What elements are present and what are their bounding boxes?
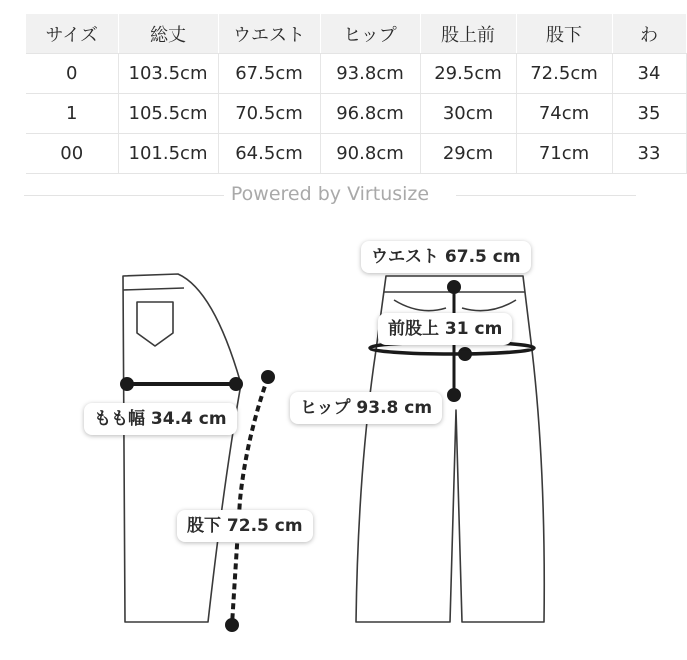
table-cell: 105.5cm [118, 94, 218, 134]
header-inseam: 股下 [516, 14, 612, 54]
table-cell: 29.5cm [420, 54, 516, 94]
header-hip: ヒップ [320, 14, 420, 54]
hip-measurement-label: ヒップ 93.8 cm [290, 392, 442, 424]
inseam-measure-dot [227, 620, 237, 630]
table-cell: 00 [26, 134, 118, 174]
table-cell: 35 [612, 94, 686, 134]
thigh-measurement-label: もも幅 34.4 cm [84, 403, 237, 435]
back-pocket-icon [137, 302, 173, 346]
header-front-rise: 股上前 [420, 14, 516, 54]
thigh-measure-dot [122, 379, 132, 389]
front-rise-measure-dot [449, 282, 459, 292]
header-waist: ウエスト [218, 14, 320, 54]
table-cell: 0 [26, 54, 118, 94]
table-cell: 67.5cm [218, 54, 320, 94]
table-cell: 103.5cm [118, 54, 218, 94]
table-cell: 71cm [516, 134, 612, 174]
table-cell: 70.5cm [218, 94, 320, 134]
front-rise-measure-dot [449, 390, 459, 400]
header-size: サイズ [26, 14, 118, 54]
table-cell: 90.8cm [320, 134, 420, 174]
inseam-measure-line [232, 377, 268, 625]
table-cell: 72.5cm [516, 54, 612, 94]
table-cell: 30cm [420, 94, 516, 134]
table-cell: 96.8cm [320, 94, 420, 134]
table-cell: 29cm [420, 134, 516, 174]
powered-by-label: Powered by Virtusize [230, 183, 430, 205]
front-rise-measurement-label: 前股上 31 cm [378, 313, 512, 345]
table-cell: 74cm [516, 94, 612, 134]
table-cell: 64.5cm [218, 134, 320, 174]
table-cell: 33 [612, 134, 686, 174]
side-view-pants [123, 274, 241, 622]
waist-measurement-label: ウエスト 67.5 cm [361, 241, 531, 273]
table-cell: 34 [612, 54, 686, 94]
thigh-measure-dot [231, 379, 241, 389]
inseam-measurement-label: 股下 72.5 cm [177, 510, 313, 542]
hip-measure-dot [460, 349, 470, 359]
inseam-measure-dot [263, 372, 273, 382]
header-thigh-cut: わ [612, 14, 686, 54]
table-cell: 1 [26, 94, 118, 134]
table-cell: 93.8cm [320, 54, 420, 94]
table-cell: 101.5cm [118, 134, 218, 174]
header-total-length: 総丈 [118, 14, 218, 54]
